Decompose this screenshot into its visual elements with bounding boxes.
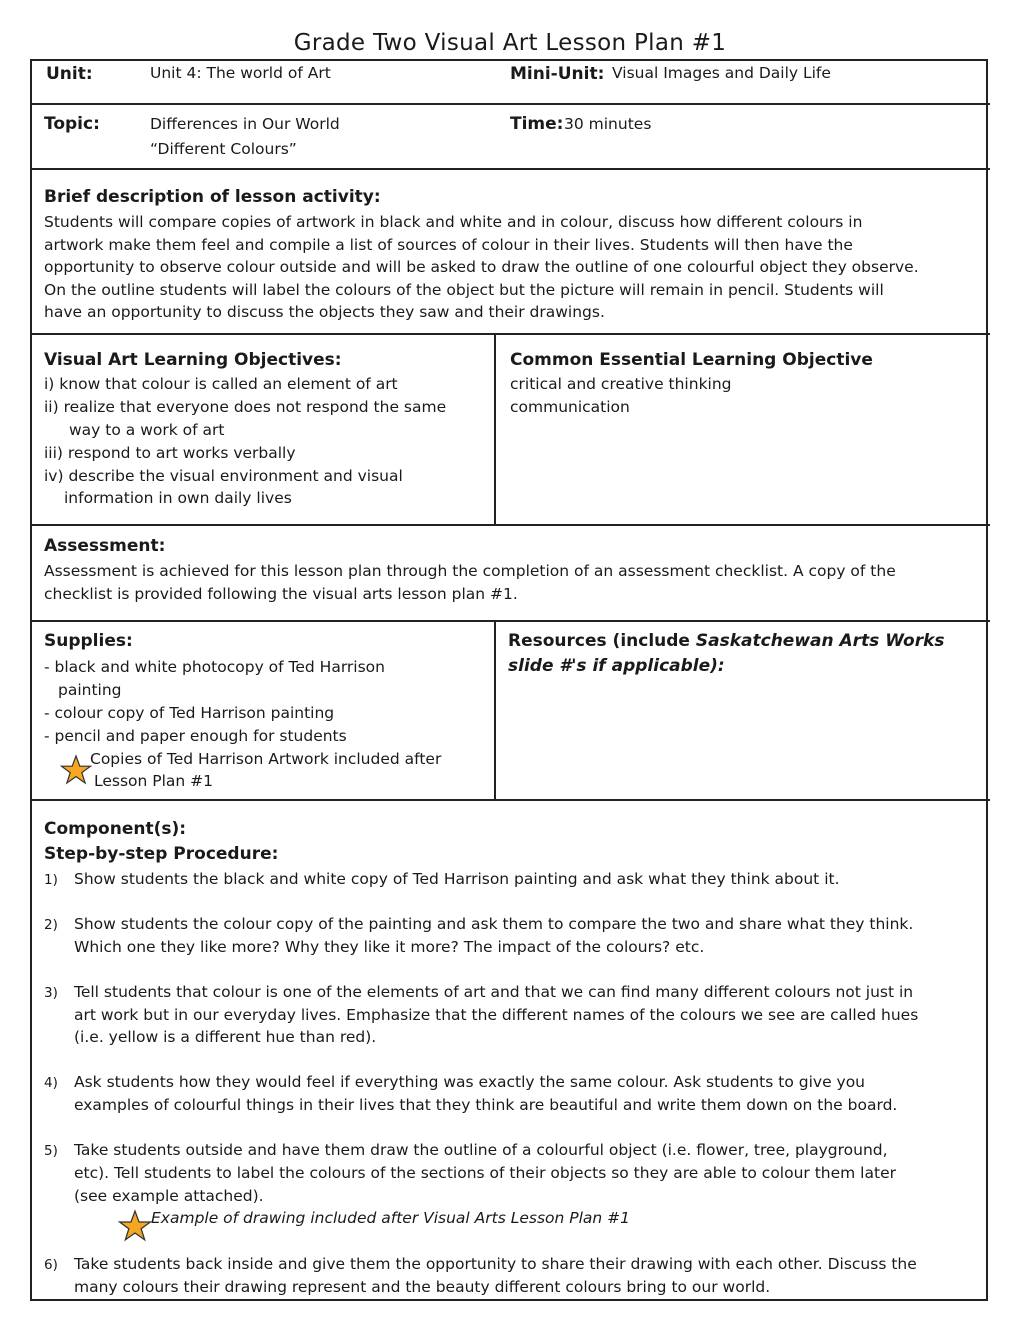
step-line: Show students the colour copy of the painting and ask them to compare the two and share what they think. xyxy=(74,915,914,933)
resources-heading-line2: slide #'s if applicable): xyxy=(508,656,725,676)
star-icon xyxy=(118,1209,152,1243)
topic-line-2: “Different Colours” xyxy=(150,140,297,158)
step-number: 2) xyxy=(44,917,58,933)
assessment-line: checklist is provided following the visual arts lesson plan #1. xyxy=(44,584,518,603)
brief-line: opportunity to observe colour outside and will be asked to draw the outline of one colourful object they observe. xyxy=(44,258,919,276)
cel-item: communication xyxy=(510,398,630,416)
assessment-paragraph xyxy=(44,560,979,605)
step-line: Show students the black and white copy of Ted Harrison painting and ask what they think about it. xyxy=(74,870,840,888)
components-heading: Component(s): xyxy=(44,819,187,839)
supplies-heading: Supplies: xyxy=(44,631,133,651)
objective-item: i) know that colour is called an element of art xyxy=(44,375,398,393)
step-number: 1) xyxy=(44,872,58,888)
row-divider xyxy=(30,620,990,622)
objective-item: ii) realize that everyone does not respond the same xyxy=(44,398,447,416)
row-divider xyxy=(30,333,990,335)
page-title: Grade Two Visual Art Lesson Plan #1 xyxy=(293,30,727,56)
step-line: Take students outside and have them draw the outline of a colourful object (i.e. flower, tree, playground, xyxy=(74,1141,888,1159)
row-divider xyxy=(30,524,990,526)
row-divider xyxy=(30,168,990,170)
step-number: 4) xyxy=(44,1075,58,1091)
mini-unit-label: Mini-Unit: xyxy=(510,64,605,84)
step-line: Tell students that colour is one of the elements of art and that we can find many different colours not just in xyxy=(74,983,914,1001)
step-line: etc). Tell students to label the colours of the sections of their objects so they are able to colour them later xyxy=(74,1164,896,1182)
cel-heading: Common Essential Learning Objective xyxy=(510,350,873,370)
supply-item: - pencil and paper enough for students xyxy=(44,727,347,745)
resources-heading-italic: Saskatchewan Arts Works xyxy=(695,631,945,651)
unit-label: Unit: xyxy=(46,64,93,84)
row-divider xyxy=(30,799,990,801)
step-line: Take students back inside and give them the opportunity to share their drawing with each other. Discuss the xyxy=(74,1255,917,1273)
supply-item: - colour copy of Ted Harrison painting xyxy=(44,704,335,722)
unit-value: Unit 4: The world of Art xyxy=(150,64,331,82)
column-divider xyxy=(494,334,496,524)
objective-item: information in own daily lives xyxy=(64,489,292,507)
row-divider xyxy=(30,103,990,105)
column-divider xyxy=(494,621,496,799)
objective-item: iv) describe the visual environment and visual xyxy=(44,467,403,485)
step-number: 3) xyxy=(44,985,58,1001)
star-icon xyxy=(60,754,92,786)
time-value: 30 minutes xyxy=(564,115,652,133)
time-label: Time: xyxy=(510,114,564,134)
step-line: (see example attached). xyxy=(74,1187,264,1205)
procedure-heading: Step-by-step Procedure: xyxy=(44,844,279,864)
assessment-line: Assessment is achieved for this lesson plan through the completion of an assessment checklist. A copy of the xyxy=(44,562,896,580)
brief-line: artwork make them feel and compile a list of sources of colour in their lives. Students will then have the xyxy=(44,235,853,254)
example-note: Example of drawing included after Visual Arts Lesson Plan #1 xyxy=(151,1209,631,1227)
brief-line: Students will compare copies of artwork in black and white and in colour, discuss how different colours in xyxy=(44,213,863,231)
assessment-heading: Assessment: xyxy=(44,536,166,556)
mini-unit-value: Visual Images and Daily Life xyxy=(612,64,831,82)
step-line: examples of colourful things in their lives that they think are beautiful and write them down on the board. xyxy=(74,1096,898,1114)
objective-item: way to a work of art xyxy=(69,421,225,439)
supply-item: painting xyxy=(58,681,122,699)
objective-item: iii) respond to art works verbally xyxy=(44,444,296,462)
objectives-heading: Visual Art Learning Objectives: xyxy=(44,350,342,370)
step-line: Which one they like more? Why they like it more? The impact of the colours? etc. xyxy=(74,938,705,956)
resources-heading-prefix: Resources (include xyxy=(508,631,696,651)
brief-line: have an opportunity to discuss the objects they saw and their drawings. xyxy=(44,303,605,321)
step-line: Ask students how they would feel if everything was exactly the same colour. Ask students to give you xyxy=(74,1073,866,1091)
step-line: art work but in our everyday lives. Emphasize that the different names of the colours we see are called hues xyxy=(74,1006,919,1024)
cel-item: critical and creative thinking xyxy=(510,375,732,393)
brief-heading: Brief description of lesson activity: xyxy=(44,187,381,207)
step-line: many colours their drawing represent and the beauty different colours bring to our world. xyxy=(74,1278,771,1296)
topic-label: Topic: xyxy=(44,114,100,134)
step-number: 6) xyxy=(44,1257,58,1273)
topic-line-1: Differences in Our World xyxy=(150,115,340,133)
supply-item: Lesson Plan #1 xyxy=(94,772,214,790)
supply-item: Copies of Ted Harrison Artwork included after xyxy=(90,750,442,768)
brief-line: On the outline students will label the colours of the object but the picture will remain in pencil. Students will xyxy=(44,280,884,299)
step-number: 5) xyxy=(44,1143,58,1159)
resources-heading xyxy=(508,631,945,651)
supply-item: - black and white photocopy of Ted Harrison xyxy=(44,658,385,676)
brief-paragraph xyxy=(44,211,979,324)
step-line: (i.e. yellow is a different hue than red). xyxy=(74,1028,377,1046)
